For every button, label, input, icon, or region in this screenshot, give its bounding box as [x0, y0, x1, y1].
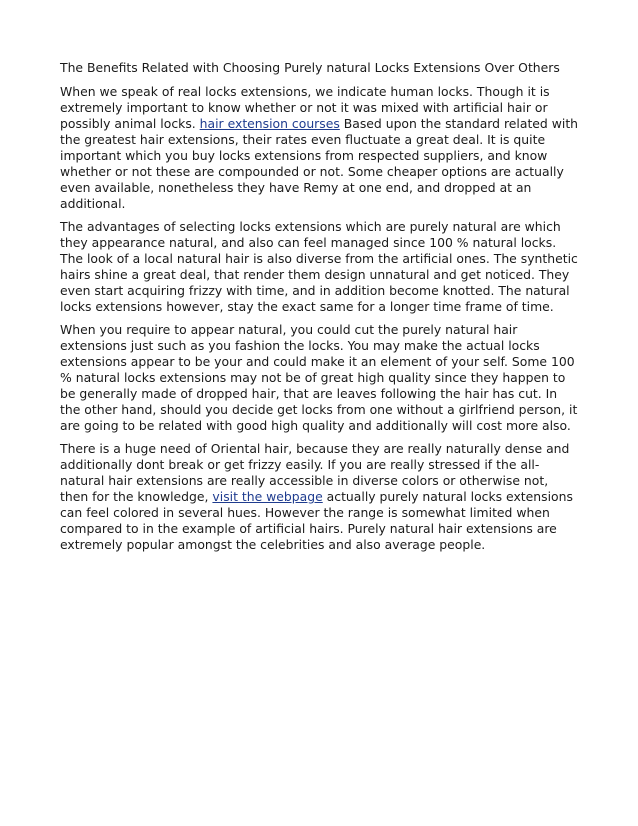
- hair-extension-courses-link[interactable]: hair extension courses: [199, 116, 340, 131]
- paragraph-4-text-end: actually purely natural locks extensions can feel colored in several hues. However the range is somewhat limited when compared to in the example of artificial hairs. Purely natural hair extensions are extremely popular amongst the celebrities and also average people.: [60, 489, 573, 552]
- paragraph-4: [60, 441, 580, 553]
- paragraph-2: The advantages of selecting locks extensions which are purely natural are which they appearance natural, and also can feel managed since 100 % natural locks. The look of a local natural hair is also diverse from the artificial ones. The synthetic hairs shine a great deal, that render them design unnatural and get noticed. They even start acquiring frizzy with time, and in addition become knotted. The natural locks extensions however, stay the exact same for a longer time frame of time.: [60, 219, 578, 314]
- paragraph-3: When you require to appear natural, you could cut the purely natural hair extensions just such as you fashion the locks. You may make the actual locks extensions appear to be your and could make it an element of your self. Some 100 % natural locks extensions may not be of great high quality since they happen to be generally made of dropped hair, that are leaves following the hair has cut. In the other hand, should you decide get locks from one without a girlfriend person, it are going to be related with good high quality and additionally will cost more also.: [60, 322, 578, 433]
- paragraph-4-text-start: There is a huge need of Oriental hair, because they are really naturally dense and additionally dont break or get frizzy easily. If you are really stressed if the all-natural hair extensions are really accessible in diverse colors or otherwise not, then for the knowledge,: [60, 441, 570, 504]
- paragraph-1: [60, 84, 580, 212]
- paragraph-1-text-start: When we speak of real locks extensions, we indicate human locks. Though it is extremely important to know whether or not it was mixed with artificial hair or possibly animal locks.: [60, 84, 550, 131]
- document-title: The Benefits Related with Choosing Purely natural Locks Extensions Over Others: [60, 60, 560, 75]
- paragraph-1-text-end: Based upon the standard related with the greatest hair extensions, their rates even fluctuate a great deal. It is quite important which you buy locks extensions from respected suppliers, and know whether or not these are compounded or not. Some cheaper options are actually even available, nonetheless they have Remy at one end, and dropped at an additional.: [60, 116, 579, 211]
- visit-the-webpage-link[interactable]: visit the webpage: [212, 489, 323, 504]
- document-page: [60, 60, 580, 560]
